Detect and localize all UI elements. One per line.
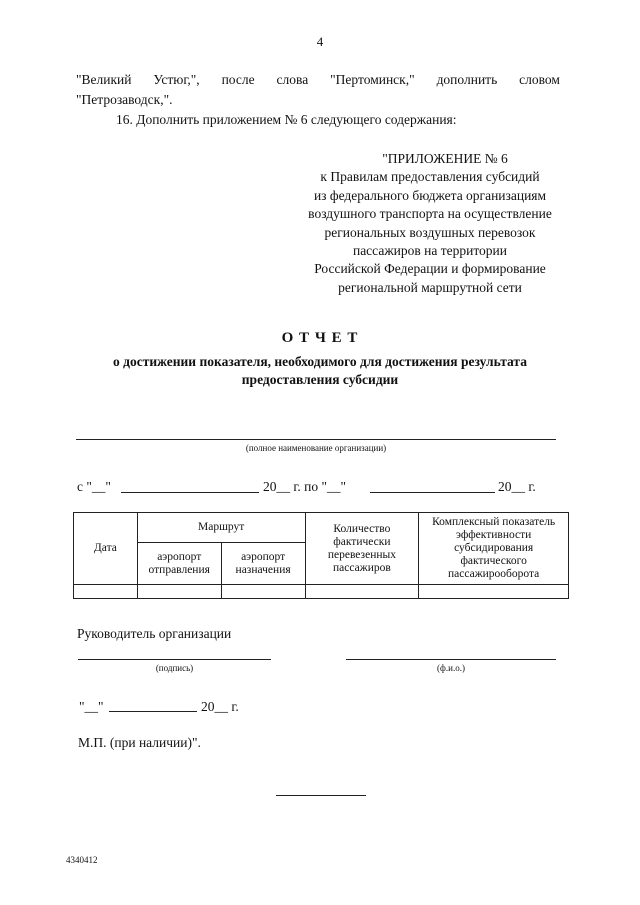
date-year: 20__ г.	[201, 699, 239, 714]
appendix-line: региональных воздушных перевозок	[324, 224, 536, 240]
org-name-line	[76, 439, 556, 440]
col-index-header: Комплексный показатель эффективности субсидирования фактического пассажирооборота	[419, 513, 569, 585]
intro-line-1	[76, 72, 560, 88]
table-cell-empty	[74, 585, 138, 599]
date-quote: "__"	[79, 699, 104, 714]
intro-word: дополнить	[436, 72, 498, 87]
appendix-line: Российской Федерации и формирование	[314, 261, 546, 277]
intro-word: после	[221, 72, 255, 87]
appendix-line: пассажиров на территории	[352, 243, 508, 259]
intro-word: "Великий	[76, 72, 132, 87]
period-year: 20__ г.	[498, 479, 536, 494]
stamp-label: М.П. (при наличии)".	[78, 735, 201, 750]
period-to-line	[370, 492, 495, 493]
table-cell-empty	[305, 585, 419, 599]
table-cell-empty	[221, 585, 305, 599]
appendix-title: "ПРИЛОЖЕНИЕ № 6	[382, 151, 508, 166]
document-number: 4340412	[66, 855, 98, 865]
report-subtitle-1: о достижении показателя, необходимого для достижения результата	[113, 354, 527, 369]
col-departure-header: аэропорт отправления	[137, 543, 221, 585]
page-number: 4	[316, 34, 324, 49]
period-to: 20__ г. по "__"	[263, 479, 347, 494]
appendix-line: из федерального бюджета организациям	[313, 187, 547, 203]
fio-caption: (ф.и.о.)	[437, 663, 465, 673]
intro-word: "Пертоминск,"	[330, 72, 415, 87]
fio-line	[346, 659, 556, 660]
col-route-header: Маршрут	[137, 513, 305, 543]
appendix-line: региональной маршрутной сети	[338, 279, 522, 295]
head-of-organization-label: Руководитель организации	[77, 626, 232, 641]
report-subtitle-2: предоставления субсидии	[241, 372, 399, 387]
col-arrival-header: аэропорт назначения	[221, 543, 305, 585]
report-title: О Т Ч Е Т	[281, 330, 359, 346]
date-month-line	[109, 711, 197, 712]
report-table	[73, 512, 569, 599]
intro-line-3: 16. Дополнить приложением № 6 следующего содержания:	[116, 112, 457, 127]
intro-line-2: "Петрозаводск,".	[76, 92, 173, 107]
end-separator	[276, 795, 366, 796]
signature-line	[78, 659, 271, 660]
intro-word: Устюг,",	[153, 72, 200, 87]
signature-caption: (подпись)	[155, 663, 194, 673]
appendix-line: к Правилам предоставления субсидий	[320, 169, 540, 185]
appendix-block	[280, 150, 580, 297]
col-passengers-header: Количество фактически перевезенных пассажиров	[305, 513, 419, 585]
table-cell-empty	[137, 585, 221, 599]
period-from-line	[121, 492, 259, 493]
table-cell-empty	[419, 585, 569, 599]
intro-word: слова	[276, 72, 309, 87]
col-date-header: Дата	[74, 513, 138, 585]
appendix-line: воздушного транспорта на осуществление	[308, 206, 552, 222]
period-from: с "__"	[77, 479, 111, 494]
org-name-caption: (полное наименование организации)	[245, 443, 387, 453]
intro-word: словом	[519, 72, 560, 87]
